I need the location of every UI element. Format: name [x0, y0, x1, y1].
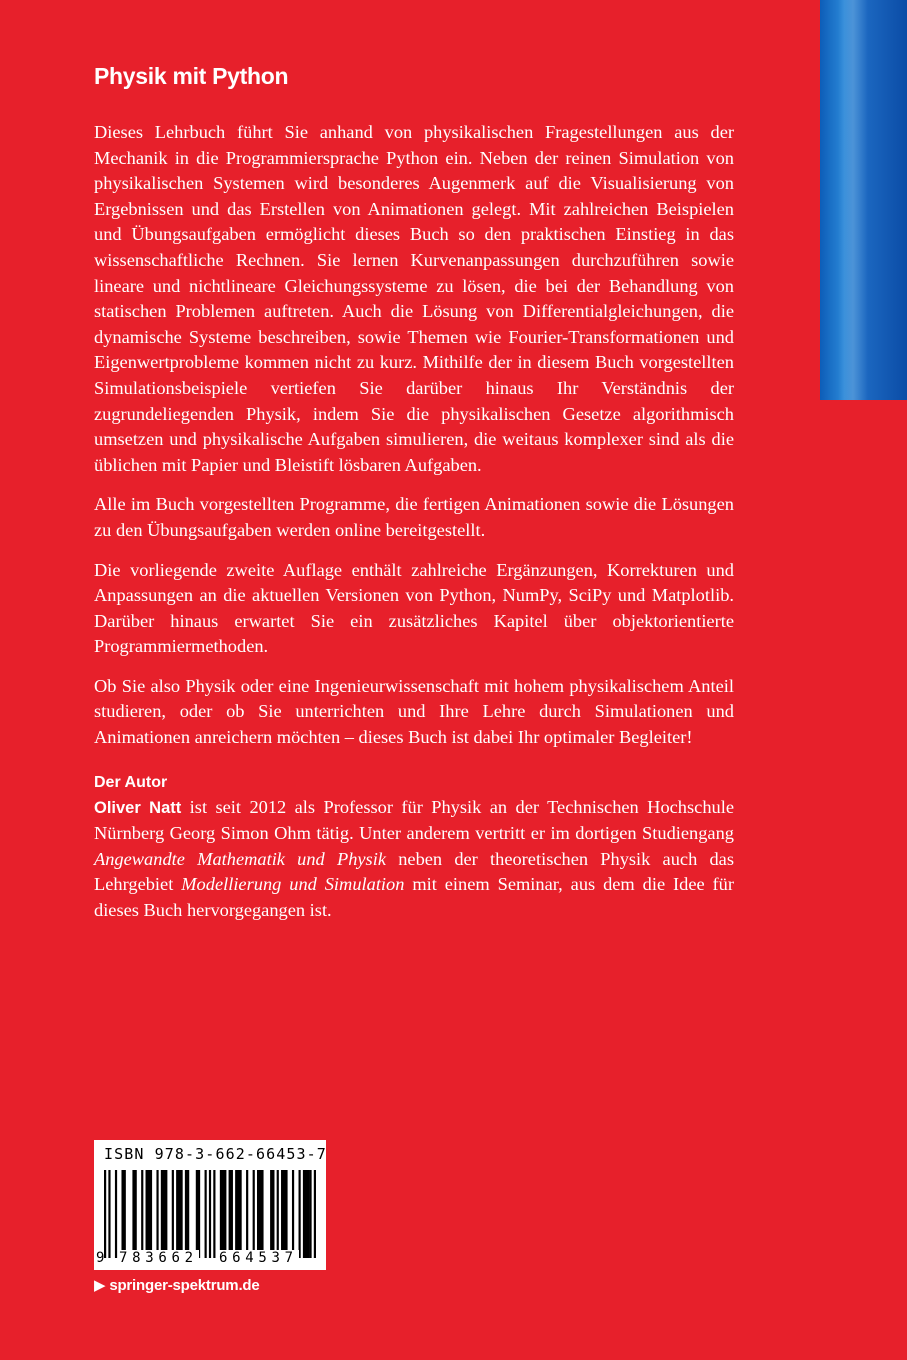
- barcode-bar: [213, 1170, 215, 1258]
- barcode-bar: [229, 1170, 233, 1258]
- barcode-bar: [277, 1170, 279, 1258]
- blurb-paragraph: Die vorliegende zweite Auflage enthält zahlreiche Ergänzungen, Korrekturen und Anpassungen an die aktuellen Versionen von Python, NumPy, SciPy und Matplotlib. Darüber hinaus erwartet Sie ein zusätzliches Kapitel über objektorientierte Programmiermethoden.: [94, 559, 734, 657]
- isbn-barcode: [94, 1140, 326, 1270]
- barcode-bar: [281, 1170, 288, 1258]
- barcode-bar: [146, 1170, 153, 1258]
- barcode-bar: [104, 1170, 106, 1258]
- publisher-link[interactable]: [94, 1276, 260, 1294]
- degree-program: Angewandte Mathematik und Physik: [94, 848, 386, 869]
- barcode-bar: [246, 1170, 248, 1258]
- barcode-bar: [270, 1170, 274, 1258]
- barcode-bar: [141, 1170, 143, 1258]
- arrow-icon: ▶: [94, 1277, 106, 1294]
- barcode-bar: [115, 1170, 117, 1258]
- author-bio-text: ist seit 2012 als Professor für Physik an der Technischen Hochschule Nürnberg Georg Simon Ohm tätig. Unter anderem vertritt er im dortigen Studiengang: [94, 796, 734, 844]
- barcode-bar: [209, 1170, 211, 1258]
- book-title: Physik mit Python: [94, 63, 289, 89]
- publisher-url: springer-spektrum.de: [109, 1277, 260, 1294]
- blurb-paragraph: Ob Sie also Physik oder eine Ingenieurwissenschaft mit hohem physikalischem Anteil studieren, oder ob Sie unterrichten und Ihre Lehre durch Simulationen und Animationen anreichern möchten – dieses Buch ist dabei Ihr optimaler Begleiter!: [94, 675, 734, 748]
- author-bio-text: neben der theoretischen Physik auch das Lehrgebiet: [94, 848, 734, 895]
- barcode-bar: [220, 1170, 227, 1258]
- barcode-bar: [253, 1170, 255, 1258]
- author-bio: [94, 795, 734, 924]
- barcode-bar: [314, 1170, 316, 1258]
- barcode-bar: [309, 1170, 311, 1258]
- author-bio-text: mit einem Seminar, aus dem die Idee für dieses Buch hervorgegangen ist.: [94, 874, 735, 921]
- barcode-bar: [205, 1170, 207, 1258]
- author-name: Oliver Natt: [94, 798, 182, 817]
- barcode-bar: [299, 1170, 301, 1258]
- barcode-bar: [161, 1170, 168, 1258]
- stripe-sheen: [838, 0, 868, 400]
- blurb: [94, 120, 734, 938]
- barcode-bar: [257, 1170, 264, 1258]
- barcode-bar: [156, 1170, 158, 1258]
- barcode-bars: [104, 1170, 316, 1258]
- barcode-bar: [121, 1170, 125, 1258]
- barcode-bar: [292, 1170, 294, 1258]
- isbn-label: ISBN 978-3-662-66453-7: [104, 1145, 327, 1163]
- author-heading: Der Autor: [94, 773, 168, 791]
- barcode-bar: [132, 1170, 136, 1258]
- barcode-bar: [196, 1170, 200, 1258]
- ean-left-digits: 783662: [119, 1250, 198, 1266]
- barcode-bar: [176, 1170, 183, 1258]
- barcode-bar: [185, 1170, 189, 1258]
- teaching-subject: Modellierung und Simulation: [181, 874, 405, 895]
- barcode-bar: [235, 1170, 242, 1258]
- barcode-bar: [303, 1170, 310, 1258]
- cover-side-stripe: [820, 0, 907, 400]
- blurb-paragraph: Dieses Lehrbuch führt Sie anhand von physikalischen Fragestellungen aus der Mechanik in die Programmiersprache Python ein. Neben der reinen Simulation von physikalischen Systemen wird besonderes Augenmerk auf die Visualisierung von Ergebnissen und das Erstellen von Animationen gelegt. Mit zahlreichen Beispielen und Übungsaufgaben ermöglicht dieses Buch so den praktischen Einstieg in das wissenschaftliche Rechnen. Sie lernen Kurvenanpassungen durchzuführen sowie lineare und nichtlineare Gleichungssysteme zu lösen, die bei der Behandlung von statischen Problemen auftreten. Auch die Lösung von Differentialgleichungen, die dynamische Systeme beschreiben, sowie Themen wie Fourier-Transformationen und Eigenwertprobleme kommen nicht zu kurz. Mithilfe der in diesem Buch vorgestellten Simulationsbeispiele vertiefen Sie darüber hinaus Ihr Verständnis der zugrundeliegenden Physik, indem Sie die physikalischen Gesetze algorithmisch umsetzen und physikalische Aufgaben simulieren, die weitaus komplexer sind als die üblichen mit Papier und Bleistift lösbaren Aufgaben.: [94, 122, 734, 475]
- ean-right-digits: 664537: [219, 1250, 298, 1266]
- barcode-bar: [108, 1170, 110, 1258]
- blurb-paragraph: Alle im Buch vorgestellten Programme, die fertigen Animationen sowie die Lösungen zu den Übungsaufgaben werden online bereitgestellt.: [94, 494, 734, 540]
- ean-first-digit: 9: [96, 1250, 105, 1266]
- barcode-bar: [172, 1170, 174, 1258]
